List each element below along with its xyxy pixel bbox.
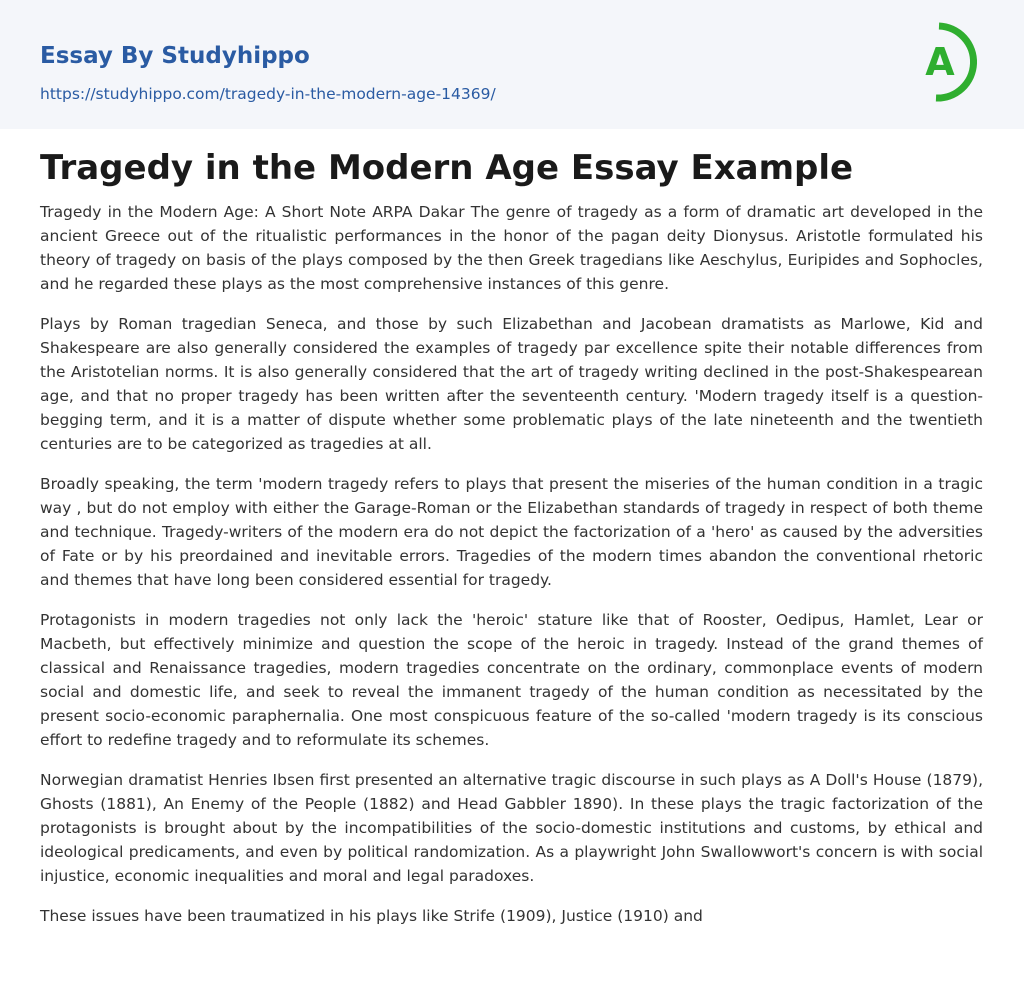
site-brand[interactable]: Essay By Studyhippo <box>40 43 310 69</box>
essay-paragraph-2: Plays by Roman tragedian Seneca, and those by such Elizabethan and Jacobean dramatists as Marlowe, Kid and Shakespeare are also generally considered the examples of tragedy par excellence spite their notable differences from the Aristotelian norms. It is also generally considered that the art of tragedy writing declined in the post-Shakespearean age, and that no proper tragedy has been written after the seventeenth century. 'Modern tragedy itself is a question-begging term, and it is a matter of dispute whether some problematic plays of the late nineteenth and the twentieth centuries are to be categorized as tragedies at all. <box>40 315 983 453</box>
essay-body <box>40 200 983 944</box>
site-header <box>0 0 1024 129</box>
page-title: Tragedy in the Modern Age Essay Example <box>40 148 854 188</box>
essay-paragraph-6: These issues have been traumatized in his plays like Strife (1909), Justice (1910) and <box>40 907 703 925</box>
essay-paragraph-5: Norwegian dramatist Henries Ibsen first presented an alternative tragic discourse in such plays as A Doll's House (1879), Ghosts (1881), An Enemy of the People (1882) and Head Gabbler 1890). In these plays the tragic factorization of the protagonists is brought about by the incompatibilities of the socio-domestic institutions and customs, by ethical and ideological predicaments, and even by political randomization. As a playwright John Swallowwort's concern is with social injustice, economic inequalities and moral and legal paradoxes. <box>40 771 983 885</box>
studyhippo-logo-icon[interactable] <box>912 18 988 106</box>
essay-paragraph-3: Broadly speaking, the term 'modern tragedy refers to plays that present the miseries of the human condition in a tragic way , but do not employ with either the Garage-Roman or the Elizabethan standards of tragedy in respect of both theme and technique. Tragedy-writers of the modern era do not depict the factorization of a 'hero' as caused by the adversities of Fate or by his preordained and inevitable errors. Tragedies of the modern times abandon the conventional rhetoric and themes that have long been considered essential for tragedy. <box>40 475 983 589</box>
essay-paragraph-4: Protagonists in modern tragedies not only lack the 'heroic' stature like that of Rooster, Oedipus, Hamlet, Lear or Macbeth, but effectively minimize and question the scope of the heroic in tragedy. Instead of the grand themes of classical and Renaissance tragedies, modern tragedies concentrate on the ordinary, commonplace events of modern social and domestic life, and seek to reveal the immanent tragedy of the human condition as necessitated by the present socio-economic paraphernalia. One most conspicuous feature of the so-called 'modern tragedy is its conscious effort to redefine tragedy and to reformulate its schemes. <box>40 611 983 749</box>
essay-url-link[interactable]: https://studyhippo.com/tragedy-in-the-modern-age-14369/ <box>40 85 496 103</box>
essay-paragraph-1: Tragedy in the Modern Age: A Short Note ARPA Dakar The genre of tragedy as a form of dramatic art developed in the ancient Greece out of the ritualistic performances in the honor of the pagan deity Dionysus. Aristotle formulated his theory of tragedy on basis of the plays composed by the then Greek tragedians like Aeschylus, Euripides and Sophocles, and he regarded these plays as the most comprehensive instances of this genre. <box>40 203 983 293</box>
logo-letter: A <box>925 40 955 84</box>
